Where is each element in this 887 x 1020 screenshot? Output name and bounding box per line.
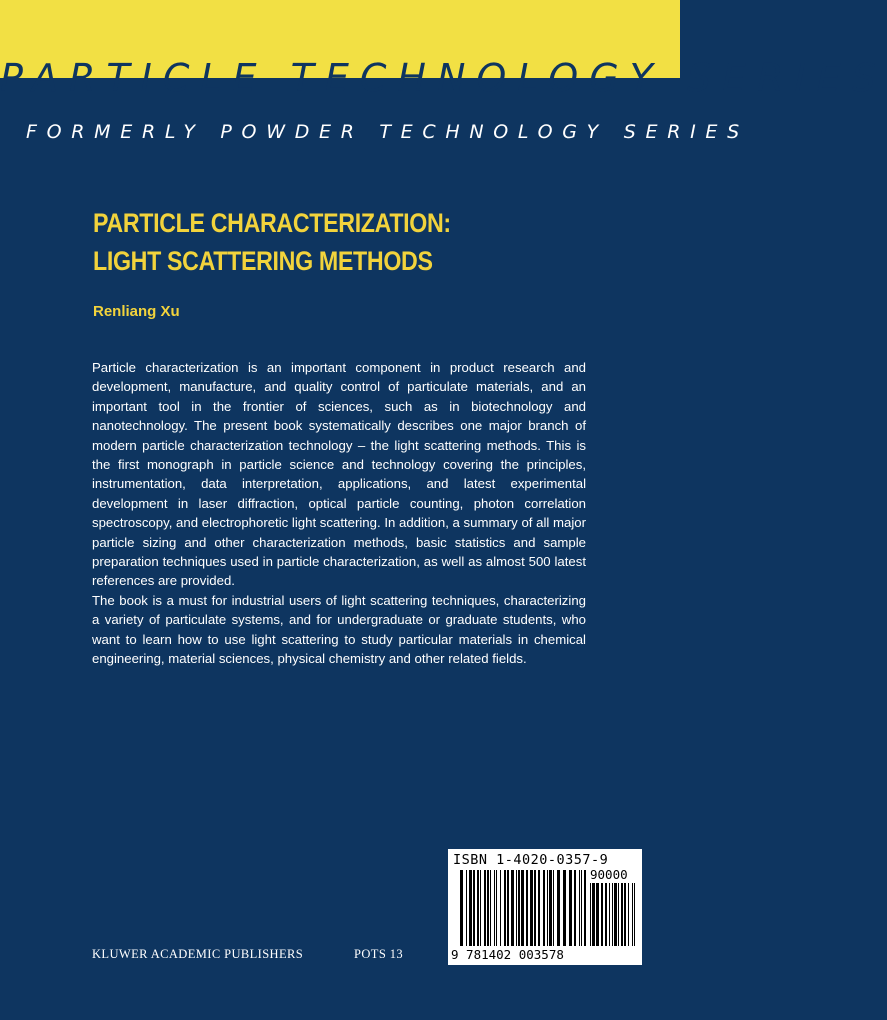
barcode-bar xyxy=(579,870,580,946)
author-name: Renliang Xu xyxy=(93,303,180,320)
blurb xyxy=(92,358,586,669)
barcode-bar xyxy=(609,883,610,946)
ean-number: 9 781402 003578 xyxy=(451,947,564,962)
barcode-bar xyxy=(590,883,591,946)
barcode-bar xyxy=(543,870,545,946)
barcode-bar xyxy=(612,883,613,946)
series-title: PARTICLE TECHNOLOGY SERIES xyxy=(0,56,887,100)
barcode-bar xyxy=(632,883,633,946)
barcode-bar xyxy=(628,883,629,946)
barcode-bar xyxy=(500,870,501,946)
barcode-bar xyxy=(584,870,586,946)
book-title-line-2: LIGHT SCATTERING METHODS xyxy=(93,246,433,276)
barcode-bar xyxy=(484,870,486,946)
barcode-bar xyxy=(601,883,603,946)
barcode-bar xyxy=(618,883,619,946)
isbn-barcode xyxy=(448,849,642,965)
barcode-bar xyxy=(549,870,552,946)
formerly-series-line: FORMERLY POWDER TECHNOLOGY SERIES xyxy=(26,121,749,143)
barcode-bar xyxy=(563,870,566,946)
barcode-bar xyxy=(480,870,481,946)
barcode-bar xyxy=(621,883,623,946)
barcode-bar xyxy=(504,870,506,946)
barcode-bar xyxy=(624,883,626,946)
isbn-number: ISBN 1-4020-0357-9 xyxy=(453,852,609,868)
book-title xyxy=(93,204,575,280)
barcode-bar xyxy=(526,870,528,946)
barcode-bar xyxy=(553,870,554,946)
barcode-bar xyxy=(614,883,617,946)
barcode-bar xyxy=(473,870,475,946)
barcode-bar xyxy=(490,870,491,946)
series-number: POTS 13 xyxy=(354,947,403,961)
price-code: 90000 xyxy=(590,867,628,882)
barcode-bar xyxy=(634,883,635,946)
blurb-paragraph-1: Particle characterization is an important component in product research and development, manufacture, and quality control of particulate materials, and an important tool in the frontier of sciences, such as in biotechnology and nanotechnology. The present book systematically describes one major branch of modern particle characterization technology – the light scattering methods. This is the first monograph in particle science and technology covering the principles, instrumentation, data interpretation, applications, and latest experimental development in laser diffraction, optical particle counting, photon correlation spectroscopy, and electrophoretic light scattering. In addition, a summary of all major particle sizing and other characterization methods, basic statistics and sample preparation techniques used in particle characterization, as well as almost 500 latest references are provided. xyxy=(92,360,586,589)
barcode-bar xyxy=(557,870,560,946)
barcode-bar xyxy=(518,870,520,946)
barcode-bar xyxy=(534,870,536,946)
ean-barcode-bars xyxy=(460,870,586,946)
barcode-bar xyxy=(477,870,479,946)
barcode-bar xyxy=(460,870,463,946)
barcode-bar xyxy=(605,883,607,946)
barcode-bar xyxy=(581,870,582,946)
barcode-bar xyxy=(592,883,595,946)
barcode-bar xyxy=(466,870,467,946)
book-title-line-1: PARTICLE CHARACTERIZATION: xyxy=(93,208,451,238)
addon-barcode-bars xyxy=(590,883,636,946)
barcode-bar xyxy=(521,870,524,946)
barcode-bar xyxy=(596,883,599,946)
barcode-bar xyxy=(516,870,517,946)
barcode-bar xyxy=(547,870,548,946)
publisher-name: KLUWER ACADEMIC PUBLISHERS xyxy=(92,947,304,961)
barcode-bar xyxy=(569,870,572,946)
blurb-paragraph-2: The book is a must for industrial users of light scattering techniques, characterizing a variety of particulate systems, and for undergraduate or graduate students, who want to learn how to use light scattering to study particular materials in chemical engineering, material sciences, physical chemistry and other related fields. xyxy=(92,592,586,667)
barcode-bar xyxy=(538,870,540,946)
barcode-bar xyxy=(469,870,472,946)
barcode-bar xyxy=(494,870,495,946)
barcode-bar xyxy=(507,870,509,946)
barcode-bar xyxy=(574,870,576,946)
barcode-bar xyxy=(530,870,533,946)
barcode-bar xyxy=(487,870,489,946)
barcode-bar xyxy=(496,870,497,946)
barcode-bar xyxy=(511,870,514,946)
